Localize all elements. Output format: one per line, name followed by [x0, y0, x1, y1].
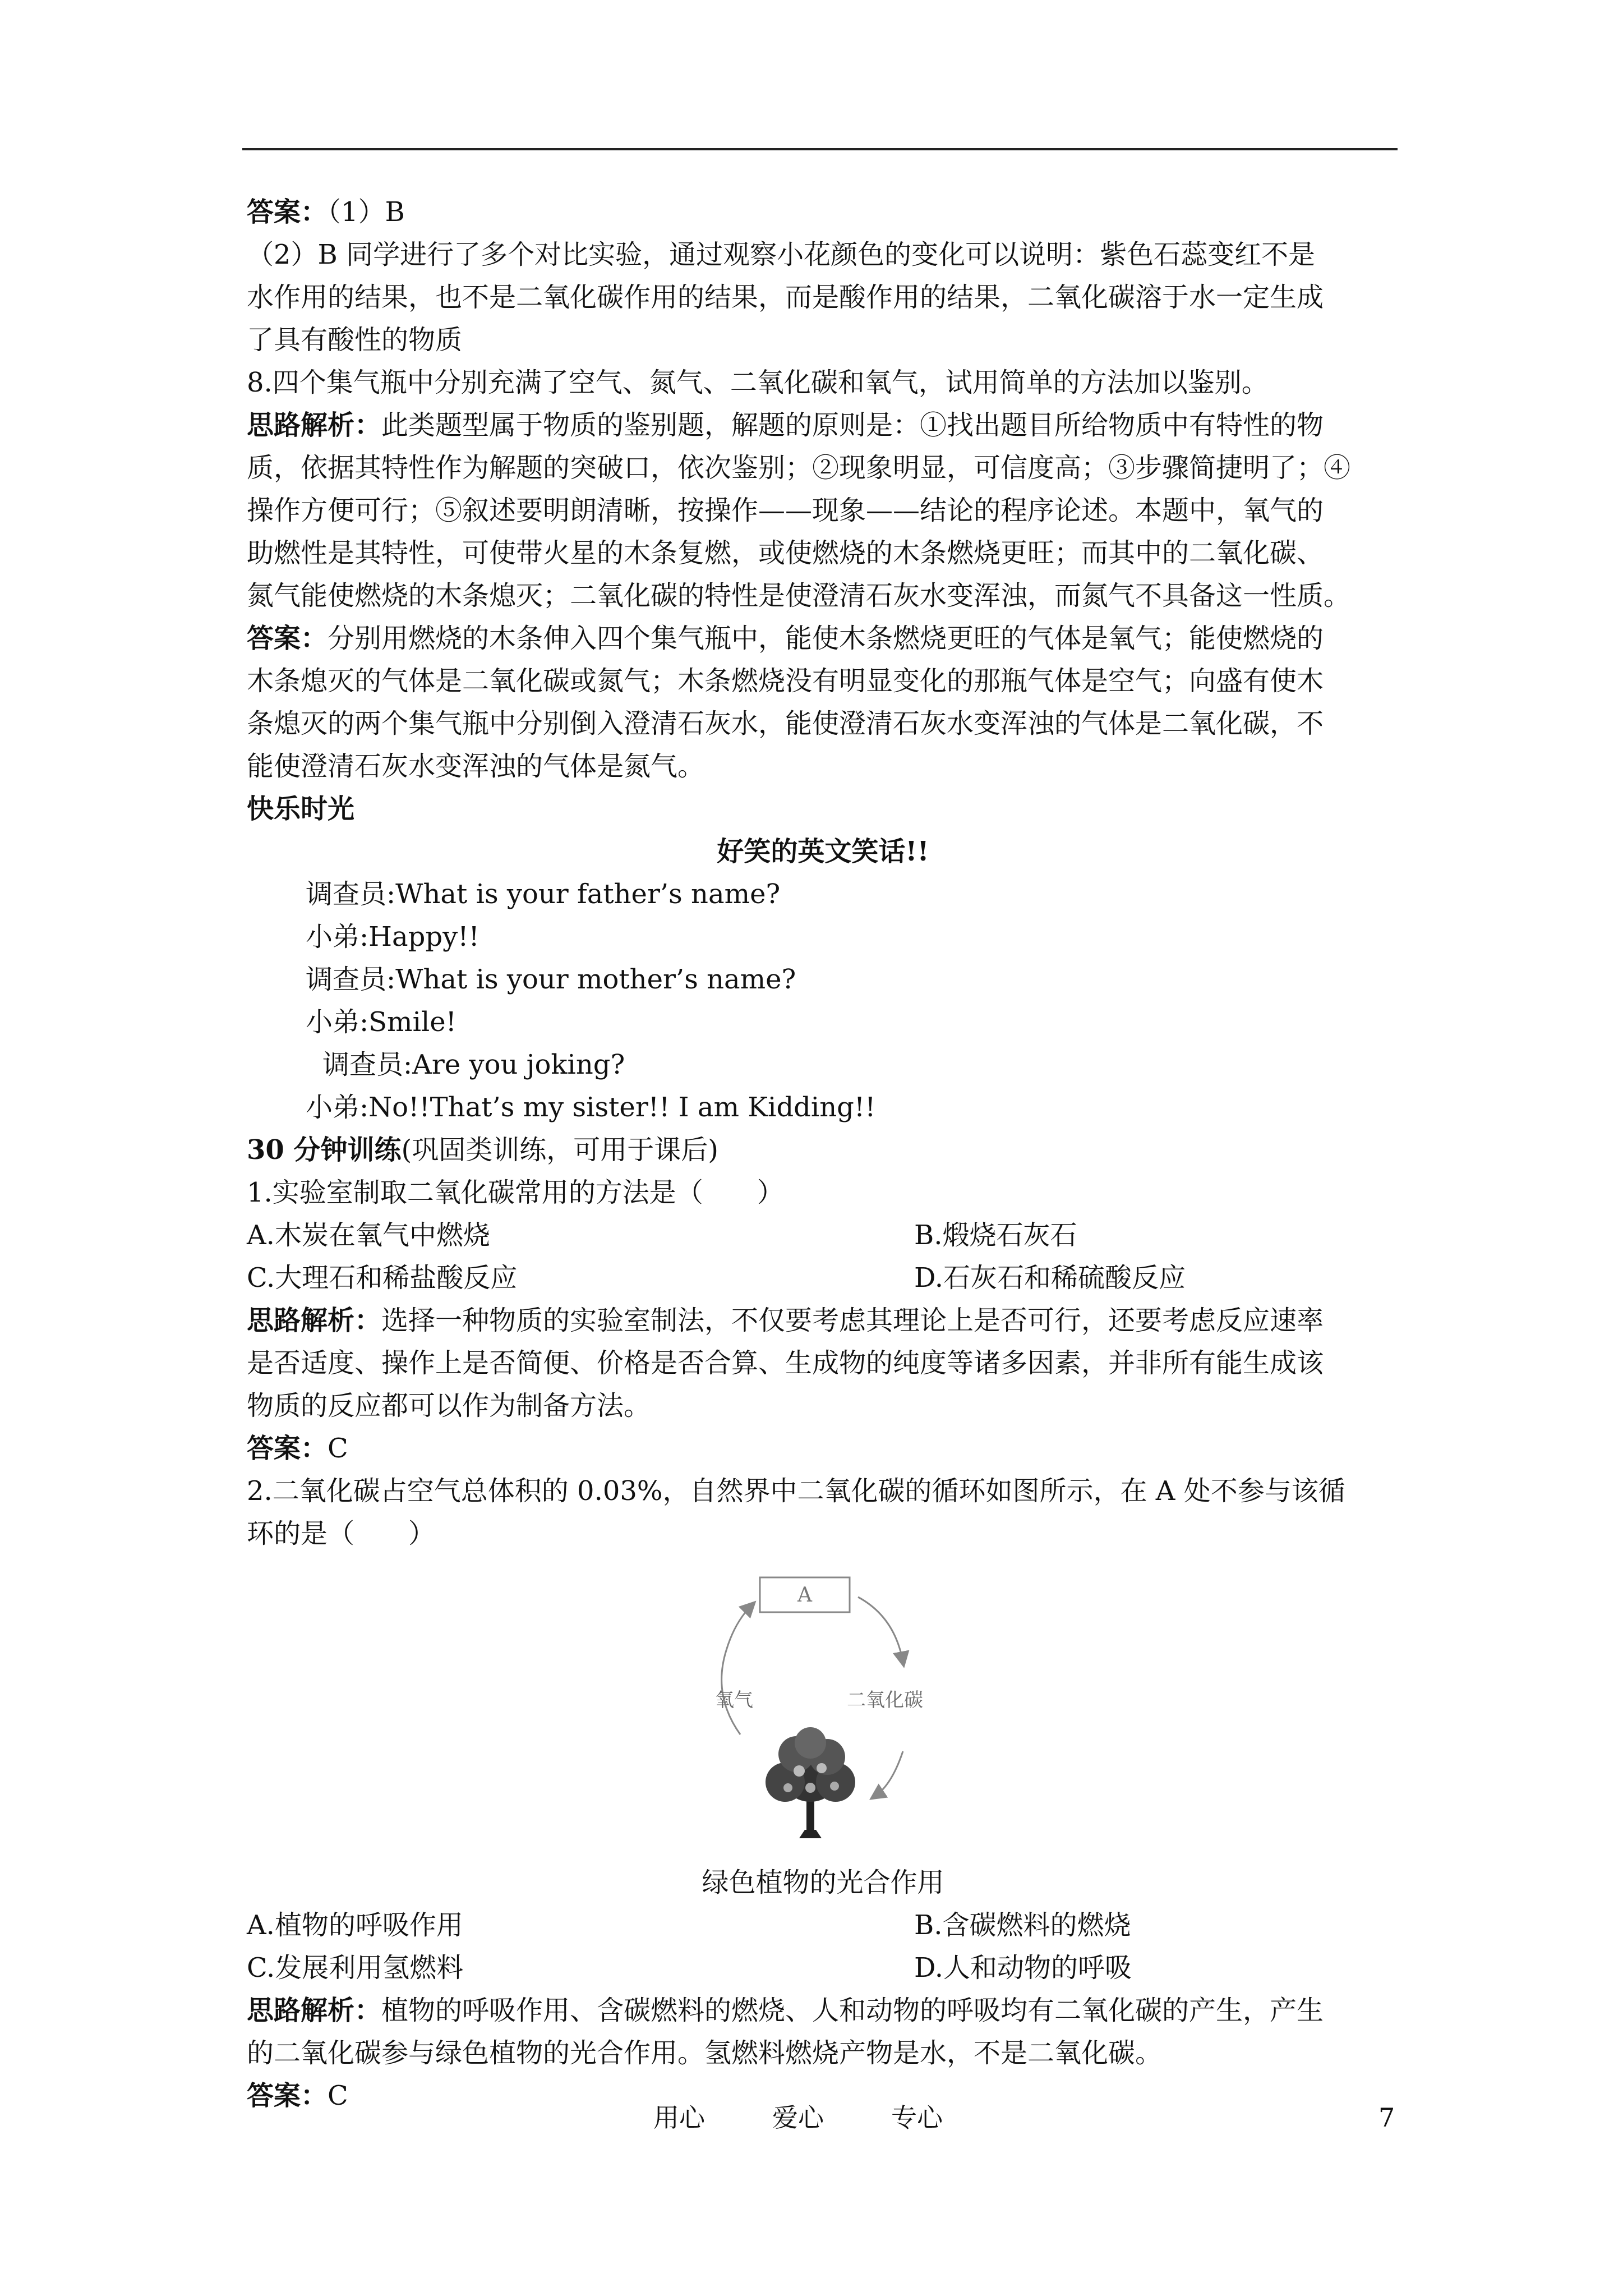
text-line: 能使澄清石灰水变浑浊的气体是氮气。 [247, 751, 705, 782]
joke-title: 好笑的英文笑话!! [717, 836, 929, 867]
answer-line: 答案：分别用燃烧的木条伸入四个集气瓶中，能使木条燃烧更旺的气体是氧气；能使燃烧的 [247, 623, 1324, 654]
text-line: 操作方便可行；⑤叙述要明朗清晰，按操作——现象——结论的程序论述。本题中，氧气的 [247, 495, 1324, 526]
option-d: D.石灰石和稀硫酸反应 [914, 1262, 1186, 1294]
question-8: 8.四个集气瓶中分别充满了空气、氮气、二氧化碳和氧气，试用简单的方法加以鉴别。 [247, 367, 1269, 398]
text-line: （2）B 同学进行了多个对比实验，通过观察小花颜色的变化可以说明：紫色石蕊变红不是 [247, 239, 1316, 270]
options-row [247, 1257, 1399, 1299]
joke-line: 小弟:No!!That’s my sister!! I am Kidding!! [306, 1092, 876, 1123]
text-line: 是否适度、操作上是否简便、价格是否合算、生成物的纯度等诸多因素，并非所有能生成该 [247, 1347, 1324, 1379]
joke-line: 调查员:What is your mother’s name? [306, 964, 796, 995]
text-line: 助燃性是其特性，可使带火星的木条复燃，或使燃烧的木条燃烧更旺；而其中的二氧化碳、 [247, 537, 1324, 569]
option-d: D.人和动物的呼吸 [914, 1952, 1132, 1984]
joke-line: 调查员:Are you joking? [322, 1049, 625, 1080]
question-1: 1.实验室制取二氧化碳常用的方法是（ ） [247, 1177, 784, 1208]
options-row [247, 1947, 1399, 1989]
page-number: 7 [1378, 2102, 1395, 2133]
joke-line: 调查员:What is your father’s name? [306, 878, 781, 910]
text-line: 质，依据其特性作为解题的突破口，依次鉴别；②现象明显，可信度高；③步骤简捷明了；④ [247, 452, 1351, 484]
joke-line: 小弟:Happy!! [306, 921, 479, 953]
answer-line: 答案：C [247, 2080, 348, 2111]
option-c: C.发展利用氢燃料 [247, 1952, 464, 1984]
text-line: 水作用的结果，也不是二氧化碳作用的结果，而是酸作用的结果，二氧化碳溶于水一定生成 [247, 282, 1324, 313]
text-line: 木条熄灭的气体是二氧化碳或氮气；木条燃烧没有明显变化的那瓶气体是空气；向盛有使木 [247, 665, 1324, 697]
footer-motto: 用心 爱心 专心 [653, 2102, 943, 2133]
options-row [247, 1214, 1399, 1257]
text-line: 了具有酸性的物质 [247, 324, 463, 356]
text-line: 条熄灭的两个集气瓶中分别倒入澄清石灰水，能使澄清石灰水变浑浊的气体是二氧化碳，不 [247, 708, 1324, 739]
option-b: B.煅烧石灰石 [914, 1220, 1077, 1251]
option-b: B.含碳燃料的燃烧 [914, 1910, 1131, 1941]
option-c: C.大理石和稀盐酸反应 [247, 1262, 518, 1294]
options-row [247, 1904, 1399, 1947]
answer-line: 答案：（1）B [247, 196, 405, 228]
analysis-line: 思路解析：植物的呼吸作用、含碳燃料的燃烧、人和动物的呼吸均有二氧化碳的产生，产生 [247, 1995, 1324, 2026]
arrow-bottom-right [875, 1751, 903, 1796]
section-heading: 快乐时光 [247, 793, 355, 825]
analysis-line: 思路解析：此类题型属于物质的鉴别题，解题的原则是：①找出题目所给物质中有特性的物 [247, 409, 1324, 441]
option-a: A.植物的呼吸作用 [247, 1910, 463, 1941]
carbon-cycle-figure [247, 1566, 1399, 1858]
option-a: A.木炭在氧气中燃烧 [247, 1220, 490, 1251]
text-line: 环的是（ ） [247, 1518, 436, 1549]
answer-line: 答案：C [247, 1433, 348, 1464]
tree-icon [766, 1727, 855, 1838]
co2-label: 二氧化碳 [847, 1689, 923, 1711]
question-2: 2.二氧化碳占空气总体积的 0.03%，自然界中二氧化碳的循环如图所示，在 A 处不参与该循 [247, 1475, 1345, 1507]
analysis-line: 思路解析：选择一种物质的实验室制法，不仅要考虑其理论上是否可行，还要考虑反应速率 [247, 1305, 1324, 1336]
text-line: 氮气能使燃烧的木条熄灭；二氧化碳的特性是使澄清石灰水变浑浊，而氮气不具备这一性质。 [247, 580, 1351, 611]
box-a-label: A [797, 1584, 812, 1607]
header-rule [242, 148, 1398, 150]
page-content [247, 191, 1399, 2117]
joke-line: 小弟:Smile! [306, 1006, 457, 1038]
text-line: 物质的反应都可以作为制备方法。 [247, 1390, 651, 1421]
figure-caption: 绿色植物的光合作用 [702, 1867, 944, 1898]
arrow-left [722, 1605, 751, 1734]
arrow-right [858, 1597, 903, 1662]
cycle-diagram [684, 1566, 953, 1852]
section-heading: 30 分钟训练(巩固类训练，可用于课后) [247, 1134, 718, 1166]
text-line: 的二氧化碳参与绿色植物的光合作用。氢燃料燃烧产物是水，不是二氧化碳。 [247, 2037, 1163, 2069]
oxygen-label: 氧气 [715, 1689, 753, 1711]
